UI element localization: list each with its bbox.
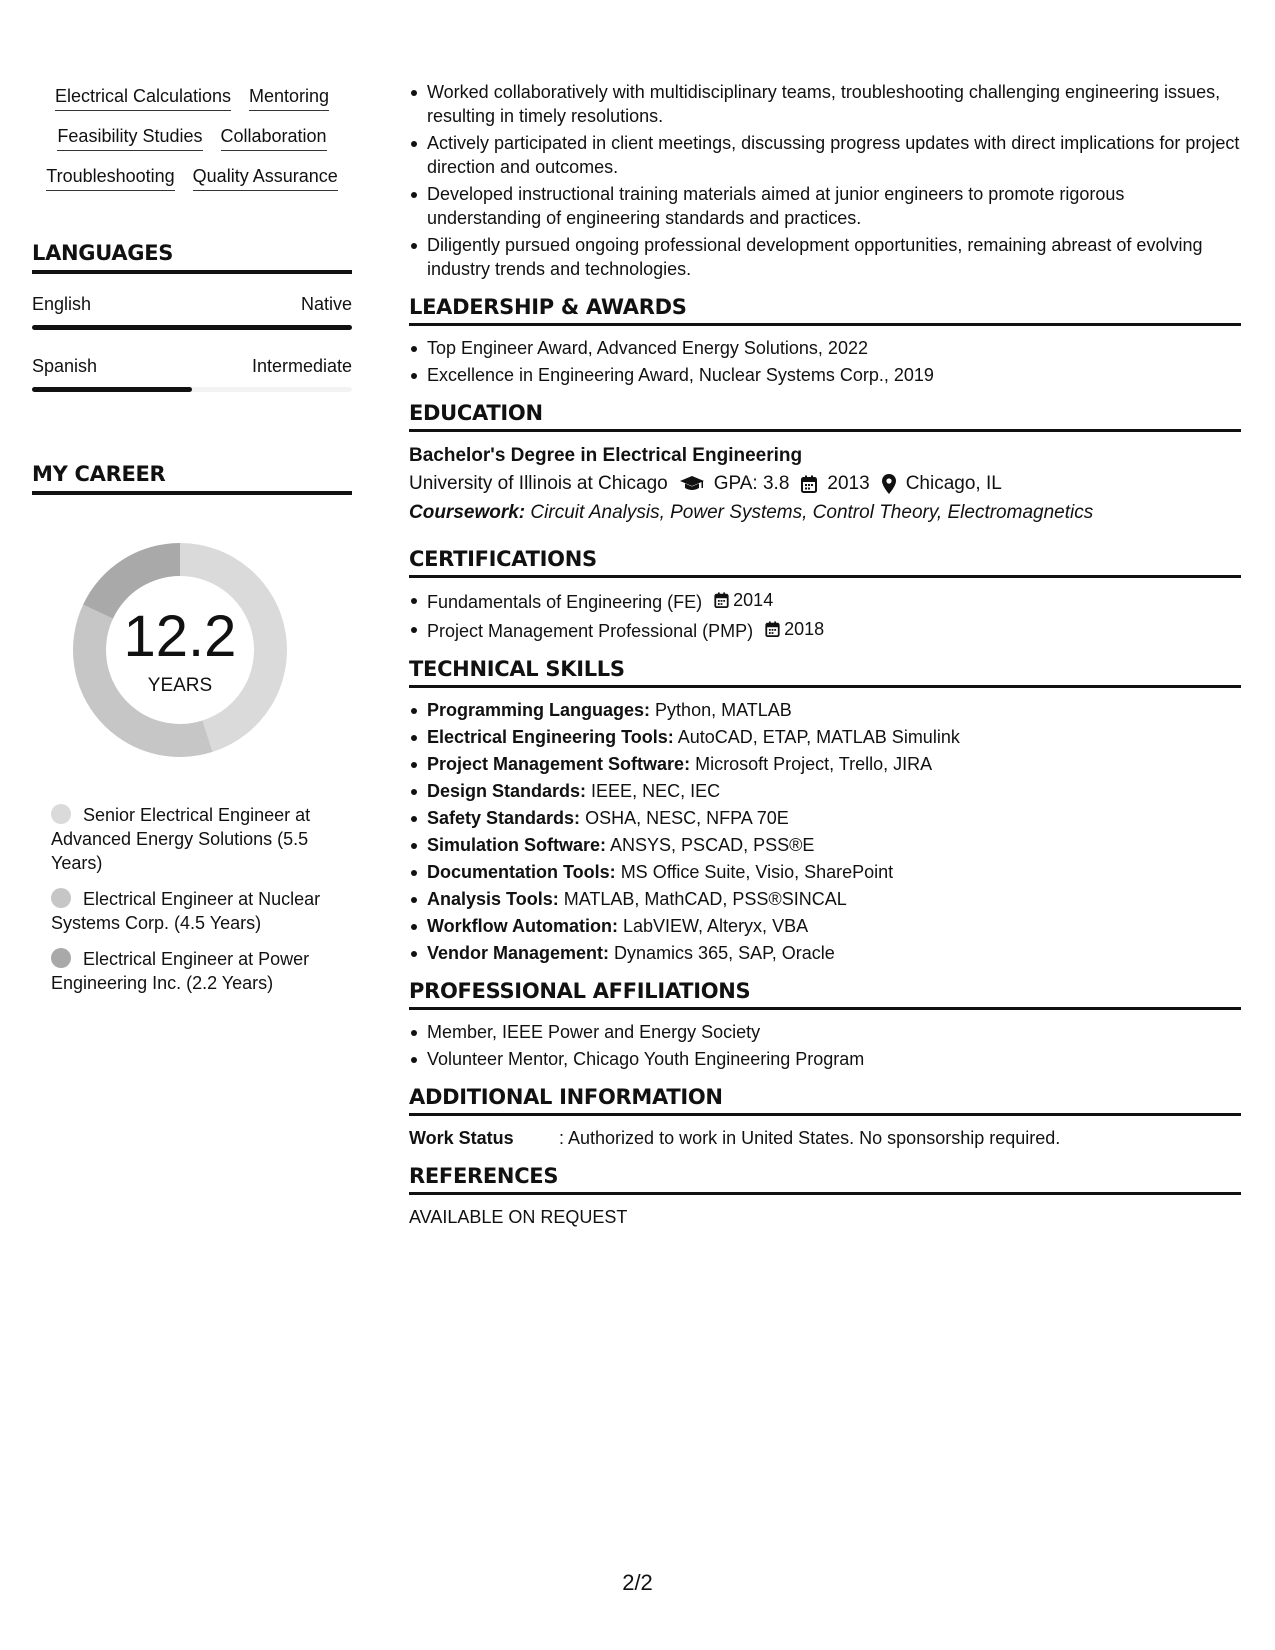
skill-label: Simulation Software: — [427, 835, 607, 855]
technical-skills-section — [409, 657, 1241, 965]
career-legend-item — [51, 887, 336, 935]
experience-bullet: Diligently pursued ongoing professional development opportunities, remaining abreast of evolving industry trends and technologies. — [427, 233, 1241, 281]
skill-tag-row — [32, 126, 352, 151]
legend-dot — [51, 888, 71, 908]
languages-heading: LANGUAGES — [32, 241, 352, 274]
education-section — [409, 401, 1241, 527]
technical-skill-item — [427, 806, 1241, 830]
skill-value: OSHA, NESC, NFPA 70E — [585, 808, 789, 828]
experience-bullet: Worked collaboratively with multidisciplinary teams, troubleshooting challenging engineering issues, resulting in timely resolutions. — [427, 80, 1241, 128]
skill-label: Project Management Software: — [427, 754, 691, 774]
career-legend-item — [51, 947, 336, 995]
work-status-value: : Authorized to work in United States. No sponsorship required. — [559, 1128, 1061, 1148]
skill-label: Workflow Automation: — [427, 916, 618, 936]
awards-section — [409, 295, 1241, 387]
education-coursework — [409, 498, 1241, 527]
skill-value: Python, MATLAB — [655, 700, 792, 720]
skill-value: AutoCAD, ETAP, MATLAB Simulink — [677, 727, 960, 747]
technical-skills-heading: TECHNICAL SKILLS — [409, 657, 1241, 688]
career-total-years: 12.2 — [123, 604, 237, 669]
additional-info-section — [409, 1085, 1241, 1150]
coursework-label: Coursework: — [409, 502, 526, 523]
references-text: AVAILABLE ON REQUEST — [409, 1207, 628, 1227]
skill-tag-row — [32, 166, 352, 191]
career-legend-item — [51, 803, 336, 875]
career-section — [32, 462, 352, 995]
career-total-unit: YEARS — [147, 675, 213, 696]
skill-label: Programming Languages: — [427, 700, 651, 720]
language-proficiency-fill — [32, 387, 192, 392]
skill-tag: Mentoring — [249, 86, 329, 111]
language-name: English — [32, 294, 92, 314]
left-column — [32, 80, 352, 1007]
affiliations-section — [409, 979, 1241, 1071]
skill-tags — [32, 86, 352, 191]
skill-tag: Collaboration — [221, 126, 327, 151]
legend-dot — [51, 804, 71, 824]
award-item: Top Engineer Award, Advanced Energy Solutions, 2022 — [427, 336, 1241, 360]
skill-value: MATLAB, MathCAD, PSS®SINCAL — [563, 889, 847, 909]
work-status — [409, 1126, 1241, 1150]
legend-dot — [51, 948, 71, 968]
skill-label: Safety Standards: — [427, 808, 581, 828]
technical-skill-item — [427, 941, 1241, 965]
skill-value: Dynamics 365, SAP, Oracle — [614, 943, 835, 963]
skill-value: IEEE, NEC, IEC — [591, 781, 721, 801]
technical-skill-item — [427, 698, 1241, 722]
award-item: Excellence in Engineering Award, Nuclear Systems Corp., 2019 — [427, 363, 1241, 387]
affiliations-heading: PROFESSIONAL AFFILIATIONS — [409, 979, 1241, 1010]
certification-name: Fundamentals of Engineering (FE) — [427, 592, 703, 612]
education-location: Chicago, IL — [905, 473, 1002, 494]
location-pin-icon — [882, 474, 896, 494]
experience-bullet: Actively participated in client meetings, discussing progress updates with direct implications for project direction and outcomes. — [427, 133, 1240, 177]
education-school: University of Illinois at Chicago — [409, 473, 668, 494]
certification-year: 2014 — [733, 590, 774, 610]
certifications-section — [409, 547, 1241, 643]
career-legend-text: Senior Electrical Engineer at Advanced Energy Solutions (5.5 Years) — [51, 805, 311, 873]
affiliation-item: Volunteer Mentor, Chicago Youth Engineering Program — [427, 1047, 1241, 1071]
coursework-value: Circuit Analysis, Power Systems, Control Theory, Electromagnetics — [530, 502, 1094, 523]
technical-skill-item — [427, 725, 1241, 749]
technical-skill-item — [427, 887, 1241, 911]
skill-value: ANSYS, PSCAD, PSS®E — [610, 835, 815, 855]
technical-skill-item — [427, 833, 1241, 857]
skill-label: Vendor Management: — [427, 943, 610, 963]
skill-tag: Troubleshooting — [46, 166, 174, 191]
page-number: 2/2 — [622, 1570, 653, 1595]
education-heading: EDUCATION — [409, 401, 1241, 432]
language-level: Intermediate — [251, 356, 352, 376]
references-section — [409, 1164, 1241, 1229]
technical-skill-item — [427, 752, 1241, 776]
language-name: Spanish — [32, 356, 98, 376]
career-legend — [51, 803, 336, 995]
language-level: Native — [300, 294, 352, 314]
skill-label: Documentation Tools: — [427, 862, 616, 882]
technical-skill-item — [427, 860, 1241, 884]
right-column — [409, 80, 1241, 1229]
graduation-cap-icon — [680, 476, 704, 492]
education-details — [409, 469, 1241, 498]
career-heading: MY CAREER — [32, 462, 352, 495]
career-donut-chart — [65, 535, 295, 765]
experience-bullet: Developed instructional training materials aimed at junior engineers to promote rigorous understanding of engineering standards and practices. — [427, 182, 1241, 230]
certification-name: Project Management Professional (PMP) — [427, 621, 754, 641]
career-legend-text: Electrical Engineer at Nuclear Systems Corp. (4.5 Years) — [51, 889, 321, 933]
language-item — [32, 356, 352, 392]
career-legend-text: Electrical Engineer at Power Engineering Inc. (2.2 Years) — [51, 949, 310, 993]
work-status-label: Work Status — [409, 1128, 514, 1148]
languages-section — [32, 241, 352, 392]
language-item — [32, 294, 352, 330]
skill-value: MS Office Suite, Visio, SharePoint — [620, 862, 894, 882]
language-proficiency-bar — [32, 387, 352, 392]
technical-skill-item — [427, 914, 1241, 938]
education-gpa: GPA: 3.8 — [713, 473, 790, 494]
education-year: 2013 — [827, 473, 870, 494]
education-degree: Bachelor's Degree in Electrical Engineering — [409, 445, 803, 466]
skill-tag: Electrical Calculations — [55, 86, 231, 111]
technical-skill-item — [427, 779, 1241, 803]
certification-item — [427, 588, 1241, 614]
awards-heading: LEADERSHIP & AWARDS — [409, 295, 1241, 326]
skill-value: Microsoft Project, Trello, JIRA — [695, 754, 933, 774]
experience-bullets — [409, 80, 1241, 281]
language-proficiency-bar — [32, 325, 352, 330]
certifications-heading: CERTIFICATIONS — [409, 547, 1241, 578]
skill-label: Design Standards: — [427, 781, 587, 801]
calendar-icon — [801, 475, 817, 493]
skill-value: LabVIEW, Alteryx, VBA — [623, 916, 809, 936]
skill-tag: Quality Assurance — [193, 166, 338, 191]
certification-year: 2018 — [784, 619, 825, 639]
additional-info-heading: ADDITIONAL INFORMATION — [409, 1085, 1241, 1116]
skill-label: Analysis Tools: — [427, 889, 559, 909]
affiliation-item: Member, IEEE Power and Energy Society — [427, 1020, 1241, 1044]
calendar-icon — [765, 621, 780, 637]
references-heading: REFERENCES — [409, 1164, 1241, 1195]
language-proficiency-fill — [32, 325, 352, 330]
skill-label: Electrical Engineering Tools: — [427, 727, 674, 747]
skill-tag-row — [32, 86, 352, 111]
calendar-icon — [714, 592, 729, 608]
certification-item — [427, 617, 1241, 643]
skill-tag: Feasibility Studies — [57, 126, 202, 151]
